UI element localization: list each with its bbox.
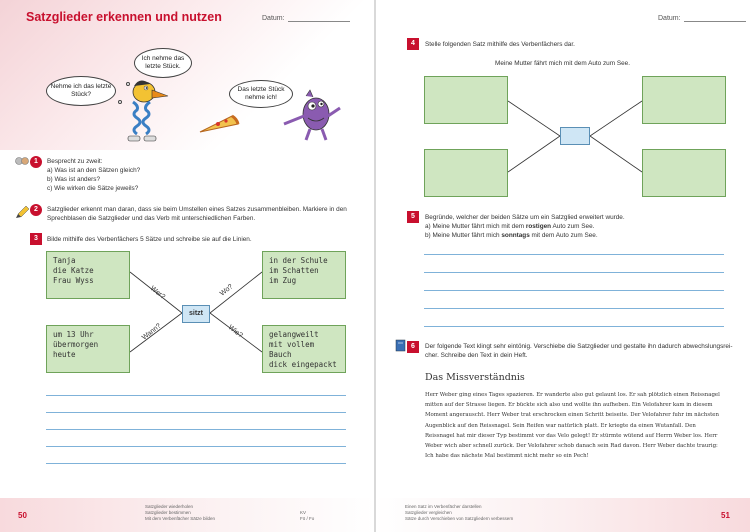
verb-box: sitzt: [182, 305, 210, 323]
writing-line[interactable]: [46, 446, 346, 447]
page-number: 51: [721, 511, 730, 520]
empty-box-bottom-right[interactable]: [642, 149, 726, 197]
task-number-6: 6: [407, 341, 419, 353]
task-5-sentence-b: b) Meine Mutter fährt mich sonntags mit dem Auto zum See.: [425, 232, 598, 239]
task-number-4: 4: [407, 38, 419, 50]
task-6-line-2: cher. Schreibe den Text in dein Heft.: [425, 352, 528, 359]
box-when-line: übermorgen: [53, 340, 99, 349]
story-title: Das Missverständnis: [425, 372, 525, 383]
box-where: [262, 251, 346, 299]
task-1-item-a: a) Was ist an den Sätzen gleich?: [47, 167, 141, 174]
writing-line[interactable]: [46, 429, 346, 430]
task-4-text: Stelle folgenden Satz mithilfe des Verbenfächers dar.: [425, 41, 575, 48]
writing-line[interactable]: [424, 254, 724, 255]
box-how-line: dick eingepackt: [269, 360, 337, 369]
task-1-intro: Besprecht zu zweit:: [47, 158, 103, 165]
box-who: [46, 251, 130, 299]
box-who-line: Tanja: [53, 256, 76, 265]
task-5-sentence-a: a) Meine Mutter fährt mich mit dem rostigen Auto zum See.: [425, 223, 595, 230]
empty-box-top-left[interactable]: [424, 76, 508, 124]
task-number-5: 5: [407, 211, 419, 223]
task-5-text: [425, 213, 625, 240]
footer-topic: Satzglieder wiederholen: [145, 504, 194, 509]
question-where: Wo?: [218, 283, 235, 298]
empty-box-top-right[interactable]: [642, 76, 726, 124]
writing-line[interactable]: [424, 272, 724, 273]
writing-line[interactable]: [424, 308, 724, 309]
box-when-line: um 13 Uhr: [53, 330, 94, 339]
task-2-line-2: Sprechblasen die Satzglieder und das Verb mit unterschiedlichen Farben.: [47, 215, 256, 222]
footer-code: Fö / Fo: [300, 516, 315, 521]
footer-topic: Einen Satz im Verbenfächer darstellen: [405, 504, 482, 509]
footer-topic: Satzglieder bestimmen: [145, 510, 191, 515]
footer-topic: Satzglieder vergleichen: [405, 510, 452, 515]
task-2-line-1: Satzglieder erkennt man daran, dass sie beim Umstellen eines Satzes zusammenbleiben. Markiere in den: [47, 206, 347, 213]
writing-line[interactable]: [424, 290, 724, 291]
task-3-text: Bilde mithilfe des Verbenfächers 5 Sätze und schreibe sie auf die Linien.: [47, 236, 252, 243]
box-who-line: die Katze: [53, 266, 94, 275]
task-number-2: 2: [30, 204, 42, 216]
box-when-line: heute: [53, 350, 76, 359]
footer-code: KV: [300, 510, 307, 515]
date-label: Datum:: [262, 15, 285, 22]
task-4-sentence: Meine Mutter fährt mich mit dem Auto zum See.: [495, 60, 630, 67]
task-1-item-b: b) Was ist anders?: [47, 176, 101, 183]
writing-line[interactable]: [46, 463, 346, 464]
box-how: [262, 325, 346, 373]
box-when: [46, 325, 130, 373]
empty-verb-box[interactable]: [560, 127, 590, 145]
box-how-line: gelangweilt: [269, 330, 319, 339]
task-5-instruction: Begründe, welcher der beiden Sätze um ein Satzglied erweitert wurde.: [425, 214, 625, 221]
task-1-item-c: c) Wie wirken die Sätze jeweils?: [47, 185, 139, 192]
page-number: 50: [18, 511, 27, 520]
box-where-line: in der Schule: [269, 256, 328, 265]
footer-codes: [300, 510, 314, 522]
task-number-3: 3: [30, 233, 42, 245]
box-who-line: Frau Wyss: [53, 276, 94, 285]
question-how: Wie?: [226, 324, 244, 340]
footer-topics: [405, 504, 513, 522]
task-number-1: 1: [30, 156, 42, 168]
box-where-line: im Zug: [269, 276, 297, 285]
speech-bubble-middle: Ich nehme das letzte Stück.: [134, 48, 192, 78]
empty-box-bottom-left[interactable]: [424, 149, 508, 197]
question-who: Wer?: [148, 285, 167, 301]
speech-bubble-boy: Nehme ich das letzte Stück?: [46, 76, 116, 106]
speech-bubble-monster: Das letzte Stück nehme ich!: [229, 80, 293, 108]
story-text: Herr Weber ging eines Tages spazieren. Er wanderte also gut gelaunt los. Er sah plötzlich einen Reissnagel mitten auf der Strasse liegen. Er bückte sich also und wollte ihn aufheben. Ein Velofahrer kam in diesem Moment angerauscht. Herr Weber trat erschrocken einen Schritt beiseite. Der Velofahrer fuhr im nächsten Augenblick auf den Reissnagel. Sein Reifen war natürlich platt. Er kriegte da einen Wutanfall. Den Reissnagel hat mir dieser Typ bestimmt vor das Velo gelegt! Er stürmte wütend auf Herrn Weber los. Herr Weber wich aber schnell zurück. Der Velofahrer schob danach sein Rad davon. Herr Weber dachte traurig: Ich habe das nächste Mal bestimmt nicht mehr so ein Pech!: [425, 392, 720, 460]
footer-topics: [145, 504, 215, 522]
footer-topic: Mit dem Verbenfächer Sätze bilden: [145, 516, 216, 521]
date-label: Datum:: [658, 15, 681, 22]
question-when: Wann?: [140, 322, 163, 342]
page-title: Satzglieder erkennen und nutzen: [26, 10, 222, 24]
notebook-icon: [395, 0, 425, 360]
task-6-line-1: Der folgende Text klingt sehr eintönig. Verschiebe die Satzglieder und gestalte ihn dadurch abwechslungsrei-: [425, 343, 733, 350]
box-where-line: im Schatten: [269, 266, 319, 275]
book-spine: [374, 0, 376, 532]
box-how-line: mit vollem Bauch: [269, 340, 315, 359]
writing-line[interactable]: [46, 395, 346, 396]
writing-line[interactable]: [424, 326, 724, 327]
writing-line[interactable]: [46, 412, 346, 413]
footer-topic: Sätze durch Verschieben von Satzgliedern verbessern: [405, 516, 514, 521]
task-6-text: [425, 342, 735, 360]
